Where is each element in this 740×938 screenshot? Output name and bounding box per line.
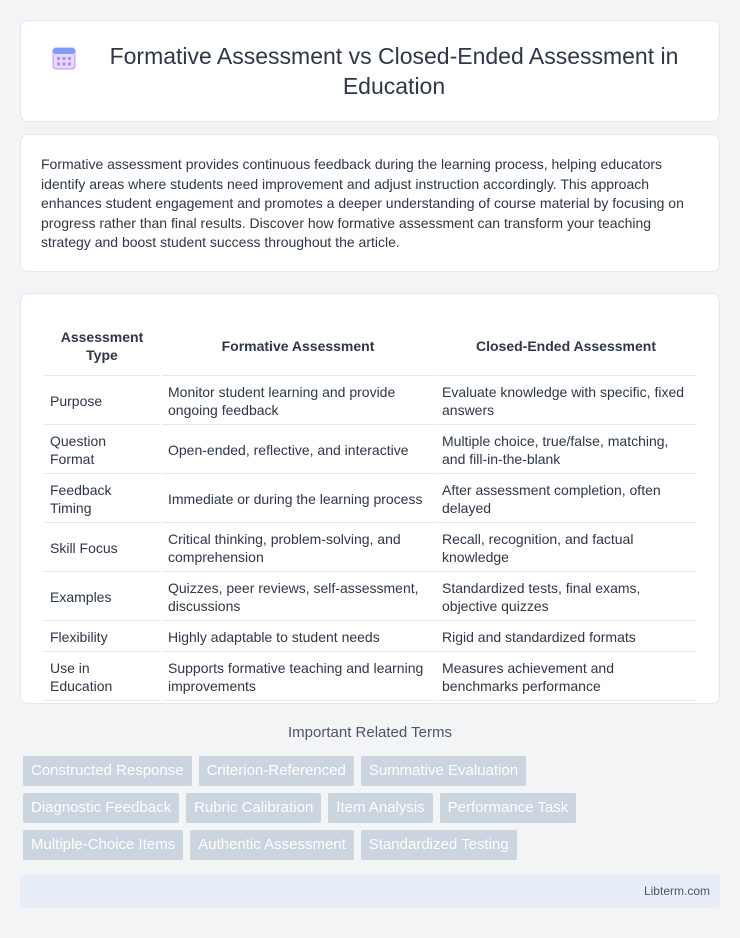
related-term-tag[interactable]: Authentic Assessment <box>190 830 354 860</box>
table-cell: Feedback Timing <box>44 476 160 523</box>
related-terms-list <box>23 756 723 867</box>
table-row <box>44 623 696 652</box>
table-row <box>44 574 696 621</box>
related-term-tag[interactable]: Item Analysis <box>328 793 432 823</box>
comparison-table <box>42 314 698 703</box>
table-row <box>44 427 696 474</box>
header-cell: Assessment Type <box>44 316 160 376</box>
table-cell: Immediate or during the learning process <box>162 476 434 523</box>
table-cell: Supports formative teaching and learning improvements <box>162 654 434 701</box>
related-terms-heading: Important Related Terms <box>288 724 452 741</box>
tag-row <box>23 756 723 786</box>
related-term-tag[interactable]: Summative Evaluation <box>361 756 526 786</box>
table-cell: Quizzes, peer reviews, self-assessment, discussions <box>162 574 434 621</box>
related-term-tag[interactable]: Standardized Testing <box>361 830 517 860</box>
footer-site-link[interactable]: Libterm.com <box>643 884 710 898</box>
table-cell: Use in Education <box>44 654 160 701</box>
table-cell: After assessment completion, often delayed <box>436 476 696 523</box>
table-cell: Flexibility <box>44 623 160 652</box>
calendar-icon <box>51 45 77 71</box>
table-cell: Purpose <box>44 378 160 425</box>
related-term-tag[interactable]: Rubric Calibration <box>186 793 321 823</box>
header-cell: Formative Assessment <box>162 316 434 376</box>
table-row <box>44 654 696 701</box>
intro-paragraph: Formative assessment provides continuous feedback during the learning process, helping educators identify areas where students need improvement and adjust instruction accordingly. This approach enhances student engagement and promotes a deeper understanding of course material by focusing on progress rather than final results. Discover how formative assessment can transform your teaching strategy and boost student success throughout the article. <box>41 156 684 250</box>
header-cell: Closed-Ended Assessment <box>436 316 696 376</box>
table-row <box>44 476 696 523</box>
table-cell: Rigid and standardized formats <box>436 623 696 652</box>
tag-row <box>23 793 723 823</box>
table-cell: Examples <box>44 574 160 621</box>
related-term-tag[interactable]: Multiple-Choice Items <box>23 830 183 860</box>
related-term-tag[interactable]: Diagnostic Feedback <box>23 793 179 823</box>
table-cell: Question Format <box>44 427 160 474</box>
table-cell: Evaluate knowledge with specific, fixed answers <box>436 378 696 425</box>
related-term-tag[interactable]: Performance Task <box>440 793 577 823</box>
comparison-table-card <box>20 293 720 704</box>
table-cell: Multiple choice, true/false, matching, and fill-in-the-blank <box>436 427 696 474</box>
related-term-tag[interactable]: Criterion-Referenced <box>199 756 354 786</box>
page-title: Formative Assessment vs Closed-Ended Assessment in Education <box>109 43 679 99</box>
table-header-row <box>44 316 696 376</box>
table-cell: Highly adaptable to student needs <box>162 623 434 652</box>
header-card <box>20 20 720 122</box>
footer <box>20 874 720 908</box>
table-cell: Measures achievement and benchmarks performance <box>436 654 696 701</box>
table-cell: Standardized tests, final exams, objective quizzes <box>436 574 696 621</box>
intro-card <box>20 134 720 272</box>
table-row <box>44 378 696 425</box>
table-cell: Skill Focus <box>44 525 160 572</box>
table-cell: Monitor student learning and provide ongoing feedback <box>162 378 434 425</box>
table-cell: Critical thinking, problem-solving, and comprehension <box>162 525 434 572</box>
related-term-tag[interactable]: Constructed Response <box>23 756 192 786</box>
table-cell: Recall, recognition, and factual knowledge <box>436 525 696 572</box>
table-row <box>44 525 696 572</box>
table-cell: Open-ended, reflective, and interactive <box>162 427 434 474</box>
tag-row <box>23 830 723 860</box>
